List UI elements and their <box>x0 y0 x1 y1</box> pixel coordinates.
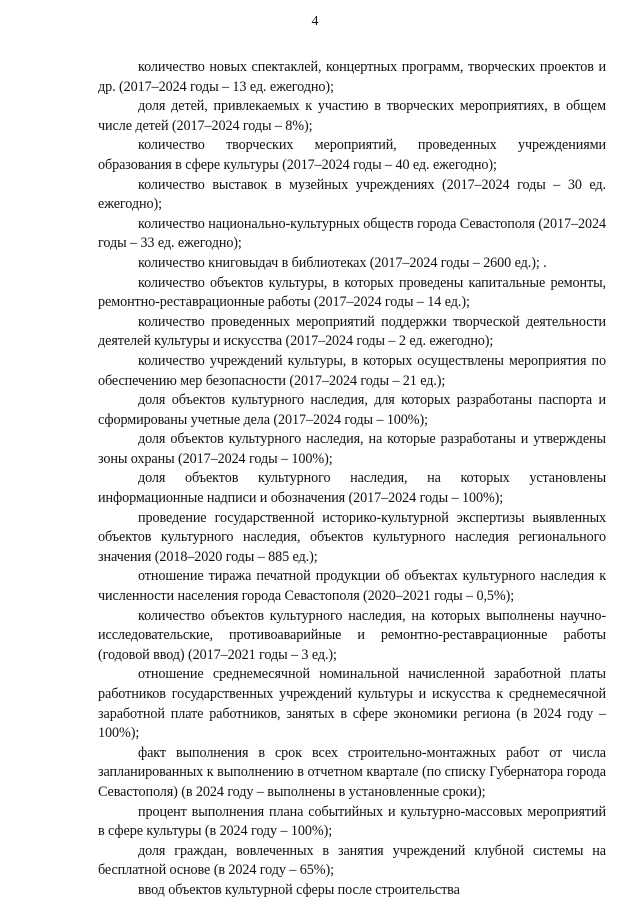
paragraph: количество новых спектаклей, концертных программ, творческих проектов и др. (2017–2024 годы – 13 ед. ежегодно); <box>98 59 606 95</box>
paragraph: количество объектов культуры, в которых проведены капитальные ремонты, ремонтно-реставрационные работы (2017–2024 годы – 14 ед.); <box>98 274 606 311</box>
paragraph: количество творческих мероприятий, проведенных учреждениями образования в сфере культуры (2017–2024 годы – 40 ед. ежегодно); <box>98 137 606 173</box>
paragraph: количество учреждений культуры, в которых осуществлены мероприятия по обеспечению мер безопасности (2017–2024 годы – 21 ед.); <box>98 352 606 389</box>
paragraph: отношение среднемесячной номинальной начисленной заработной платы работников государственных учреждений культуры и искусства к среднемесячной заработной плате работников, занятых в сфере экономики региона (в 2024 году – 100%); <box>98 666 606 742</box>
document-body <box>98 58 606 901</box>
paragraph: доля объектов культурного наследия, для которых разработаны паспорта и сформированы учетные дела (2017–2024 годы – 100%); <box>98 392 606 428</box>
paragraph: доля объектов культурного наследия, на которые разработаны и утверждены зоны охраны (2017–2024 годы – 100%); <box>98 431 606 467</box>
paragraph: количество проведенных мероприятий поддержки творческой деятельности деятелей культуры и искусства (2017–2024 годы – 2 ед. ежегодно); <box>98 313 606 350</box>
paragraph: количество книговыдач в библиотеках (2017–2024 годы – 2600 ед.); . <box>138 254 547 271</box>
paragraph: количество объектов культурного наследия, на которых выполнены научно-исследовательские, противоаварийные и ремонтно-реставрационные работы (годовой ввод) (2017–2021 годы – 3 ед.); <box>98 607 606 663</box>
paragraph: количество выставок в музейных учреждениях (2017–2024 годы – 30 ед. ежегодно); <box>98 176 606 213</box>
paragraph: отношение тиража печатной продукции об объектах культурного наследия к численности населения города Севастополя (2020–2021 годы – 0,5%); <box>98 568 606 605</box>
paragraph: процент выполнения плана событийных и культурно-массовых мероприятий в сфере культуры (в 2024 году – 100%); <box>98 803 606 840</box>
paragraph: количество национально-культурных обществ города Севастополя (2017–2024 годы – 33 ед. ежегодно); <box>98 215 606 252</box>
page-number: 4 <box>311 14 319 29</box>
paragraph: доля граждан, вовлеченных в занятия учреждений клубной системы на бесплатной основе (в 2024 году – 65%); <box>98 842 606 879</box>
paragraph: факт выполнения в срок всех строительно-монтажных работ от числа запланированных к выполнению в отчетном квартале (по списку Губернатора города Севастополя) (в 2024 году – выполнены в установленные сроки); <box>98 744 606 800</box>
paragraph: доля детей, привлекаемых к участию в творческих мероприятиях, в общем числе детей (2017–2024 годы – 8%); <box>98 98 606 134</box>
paragraph: проведение государственной историко-культурной экспертизы выявленных объектов культурного наследия, объектов культурного наследия регионального значения (2018–2020 годы – 885 ед.); <box>98 509 606 565</box>
paragraph: доля объектов культурного наследия, на которых установлены информационные надписи и обозначения (2017–2024 годы – 100%); <box>98 470 606 507</box>
paragraph: ввод объектов культурной сферы после строительства <box>138 881 460 898</box>
